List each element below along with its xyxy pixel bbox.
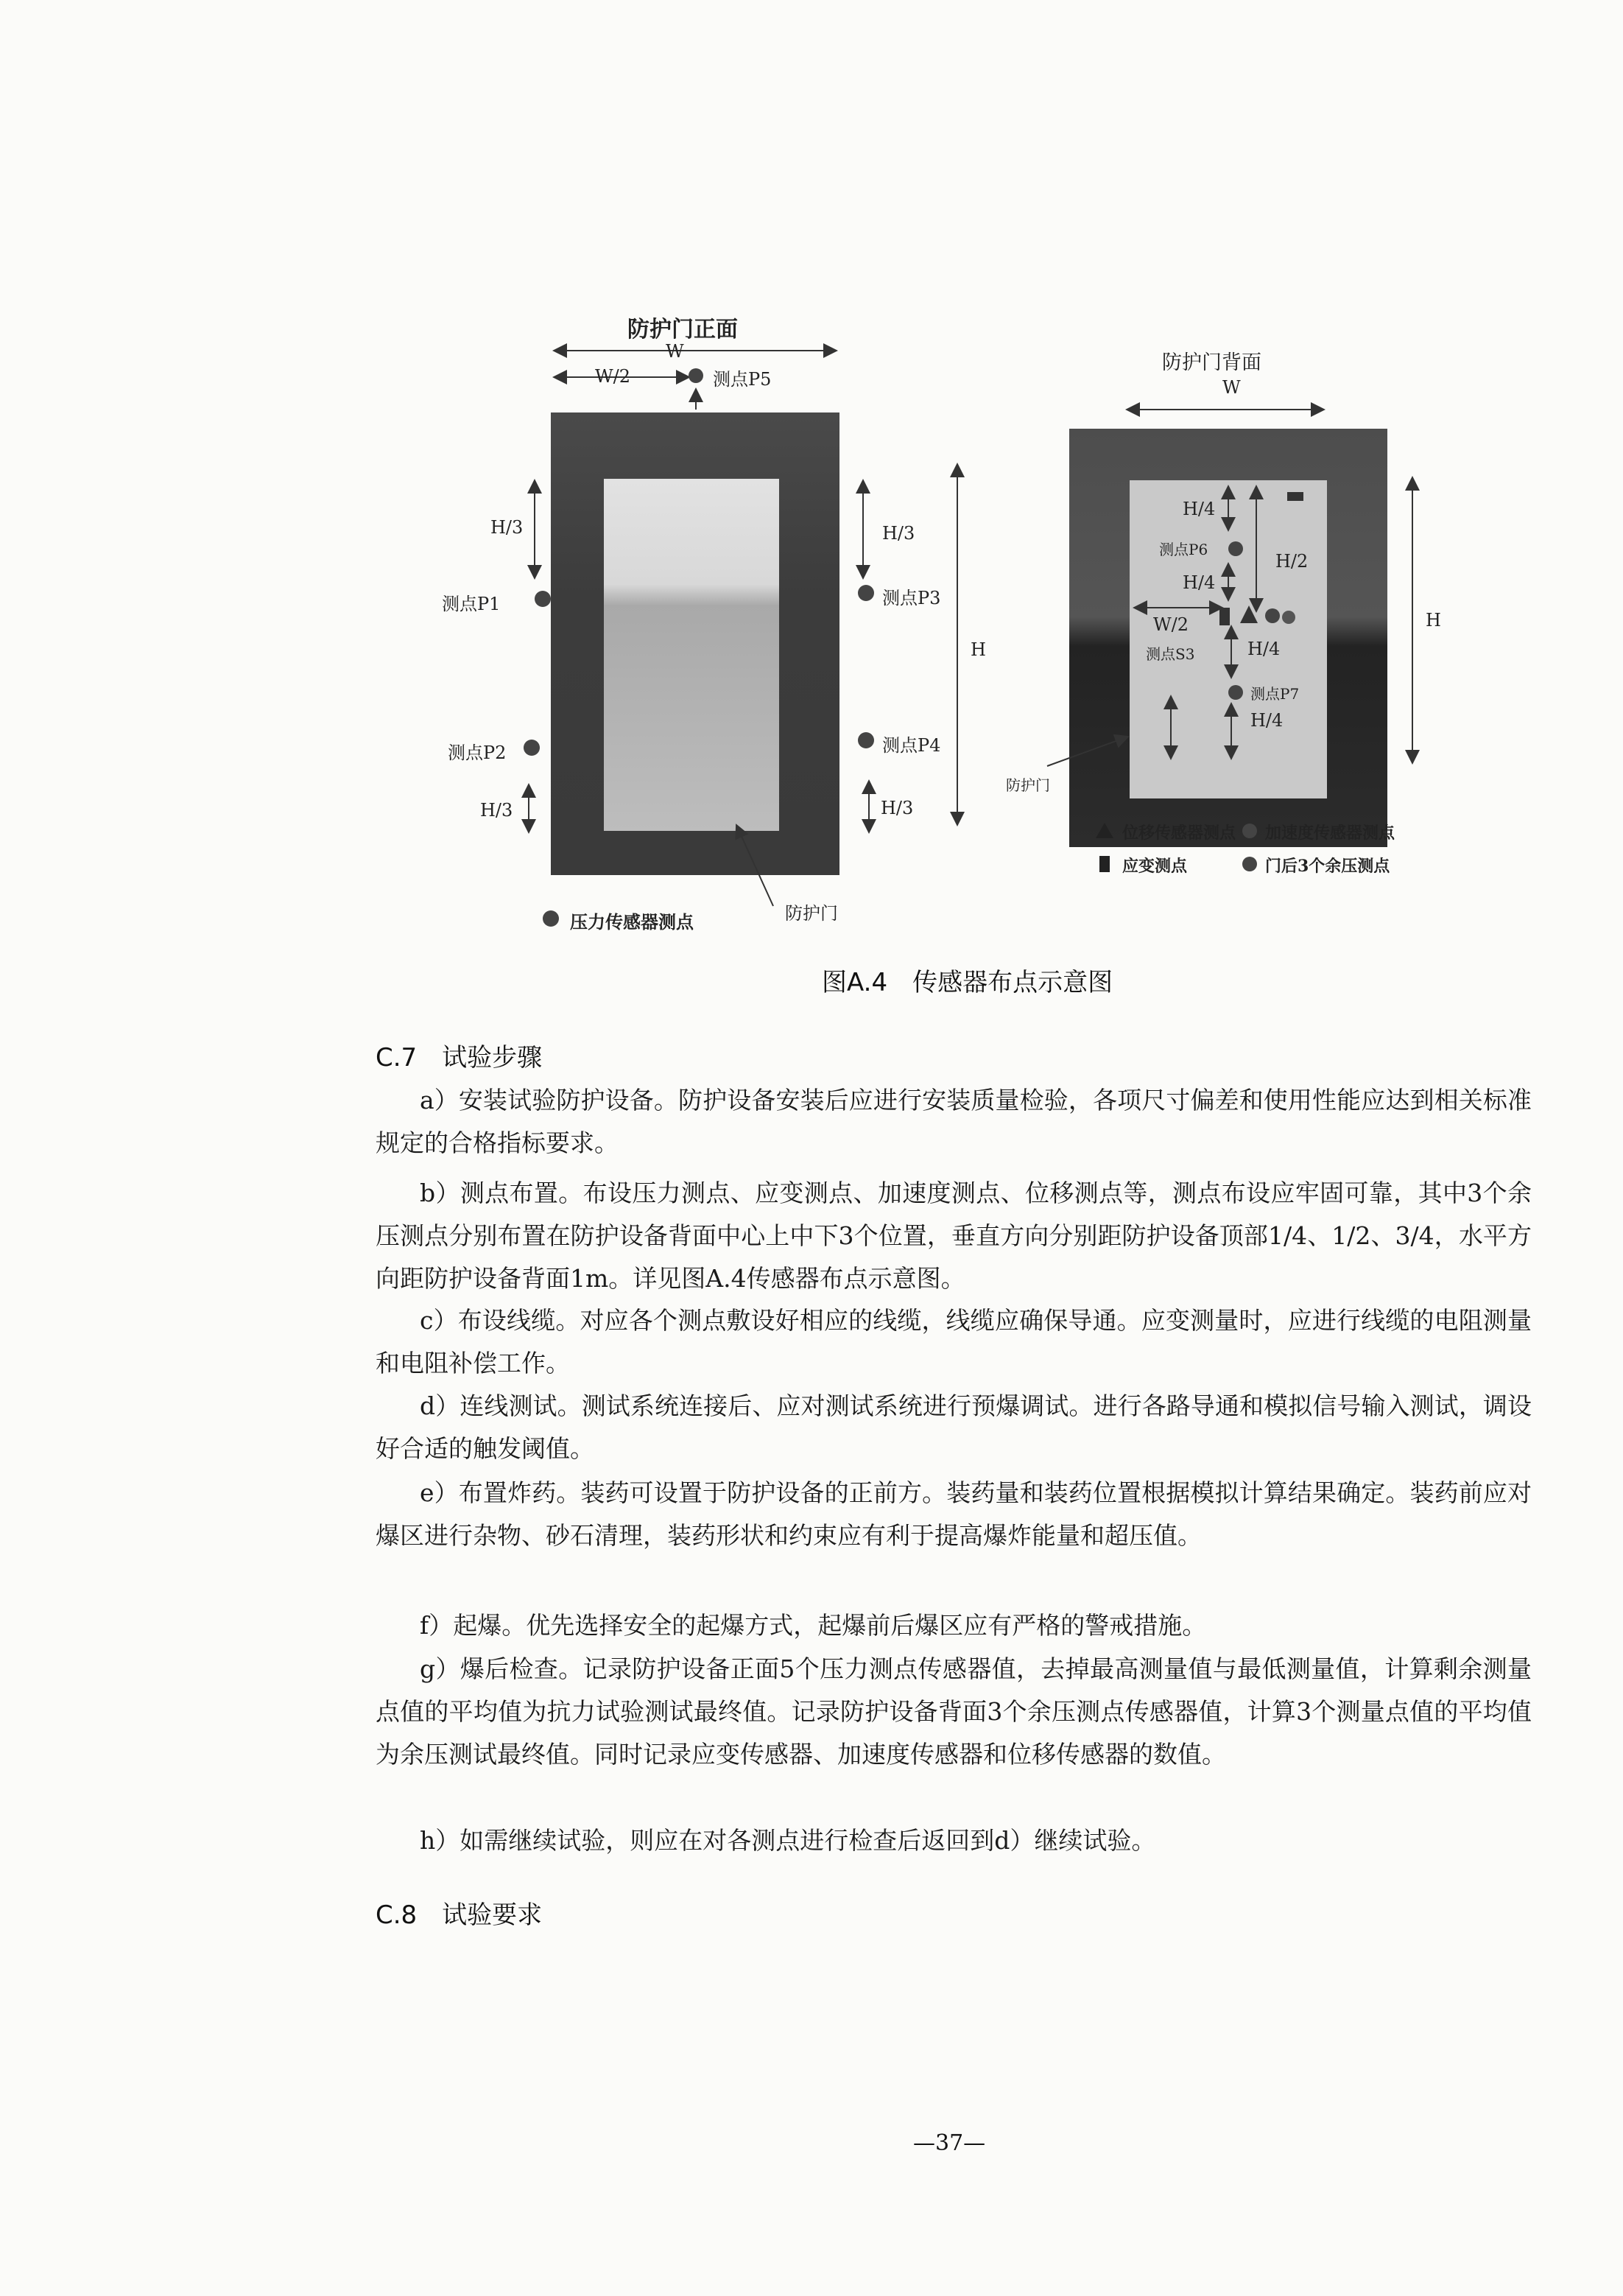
center-marker	[1282, 611, 1295, 624]
legend-residual-dot	[1242, 857, 1257, 871]
legend-pressure-dot	[543, 910, 559, 927]
p2-label: 测点P2	[448, 742, 507, 763]
paragraph-d: d）连线测试。测试系统连接后、应对测试系统进行预爆调试。进行各路导通和模拟信号输入测试，调设好合适的触发阈值。	[376, 1391, 1532, 1463]
back-h4-a: H/4	[1183, 499, 1216, 519]
section-c8-heading: C.8 试验要求	[376, 1900, 543, 1930]
paragraph-b: b）测点布置。布设压力测点、应变测点、加速度测点、位移测点等，测点布设应牢固可靠，其中3个余压测点分别布置在防护设备背面中心上中下3个位置，垂直方向分别距防护设备顶部1/4、1/2、3/4，水平方向距防护设备背面1m。详见图A.4传感器布点示意图。	[376, 1179, 1532, 1293]
back-h-label: H	[1426, 610, 1441, 631]
section-c7-heading: C.7 试验步骤	[376, 1043, 543, 1072]
figure-caption: 图A.4 传感器布点示意图	[822, 968, 1113, 997]
p4-label: 测点P4	[882, 735, 941, 756]
paragraph-a: a）安装试验防护设备。防护设备安装后应进行安装质量检验，各项尺寸偏差和使用性能应达到相关标准规定的合格指标要求。	[376, 1086, 1532, 1157]
back-door-label: 防护门	[1006, 776, 1050, 794]
back-w-label: W	[1222, 377, 1241, 398]
front-w-label: W	[666, 341, 684, 362]
paragraph-g: g）爆后检查。记录防护设备正面5个压力测点传感器值，去掉最高测量值与最低测量值，计算剩余测量点值的平均值为抗力试验测试最终值。记录防护设备背面3个余压测点传感器值，计算3个测量点值的平均值为余压测试最终值。同时记录应变传感器、加速度传感器和位移传感器的数值。	[376, 1654, 1532, 1769]
s3-label: 测点S3	[1146, 645, 1195, 663]
page-number: —37—	[913, 2130, 986, 2156]
back-h2-label: H/2	[1275, 551, 1309, 572]
p4-marker	[858, 732, 874, 748]
p5-marker	[689, 368, 703, 383]
front-door-label: 防护门	[785, 903, 838, 924]
back-title: 防护门背面	[1162, 351, 1261, 374]
sensor-layout-figure	[0, 0, 1623, 958]
paragraph-f: f）起爆。优先选择安全的起爆方式，起爆前后爆区应有严格的警戒措施。	[420, 1611, 1207, 1640]
p1-label: 测点P1	[442, 594, 501, 614]
p5-label: 测点P5	[713, 369, 772, 390]
front-h-label: H	[971, 639, 986, 660]
front-h3-bottom-right: H/3	[881, 798, 914, 818]
p7-marker	[1228, 685, 1243, 700]
front-w-half-label: W/2	[595, 366, 631, 387]
p6-marker	[1228, 541, 1243, 556]
legend-acceleration-label: 加速度传感器测点	[1265, 824, 1395, 843]
legend-pressure-label: 压力传感器测点	[570, 911, 694, 933]
front-h3-top-left: H/3	[490, 517, 524, 538]
front-door-panel	[604, 479, 779, 831]
paragraph-c: c）布设线缆。对应各个测点敷设好相应的线缆，线缆应确保导通。应变测量时，应进行线缆的电阻测量和电阻补偿工作。	[376, 1306, 1532, 1377]
legend-displacement-label: 位移传感器测点	[1122, 824, 1236, 843]
p7-label: 测点P7	[1250, 685, 1300, 703]
legend-strain-square	[1099, 856, 1110, 872]
strain-marker	[1219, 608, 1230, 625]
p6-label: 测点P6	[1159, 541, 1208, 558]
paragraph-e: e）布置炸药。装药可设置于防护设备的正前方。装药量和装药位置根据模拟计算结果确定。装药前应对爆区进行杂物、砂石清理，装药形状和约束应有利于提高爆炸能量和超压值。	[376, 1478, 1532, 1550]
back-h4-b: H/4	[1183, 572, 1216, 593]
front-h3-top-right: H/3	[882, 523, 915, 544]
back-h4-d: H/4	[1250, 710, 1284, 731]
legend-residual-label: 门后3个余压测点	[1265, 857, 1390, 876]
acceleration-marker	[1265, 608, 1280, 623]
back-h4-c: H/4	[1247, 639, 1281, 659]
front-title: 防护门正面	[627, 317, 738, 343]
top-strain-marker	[1287, 492, 1303, 501]
p3-marker	[858, 585, 874, 601]
legend-acceleration-dot	[1242, 824, 1257, 838]
back-w2-label: W/2	[1153, 614, 1189, 635]
paragraph-h: h）如需继续试验，则应在对各测点进行检查后返回到d）继续试验。	[420, 1826, 1156, 1855]
front-h3-bottom-left: H/3	[480, 800, 513, 821]
p1-marker	[535, 591, 551, 607]
p2-marker	[524, 740, 540, 756]
legend-strain-label: 应变测点	[1122, 857, 1188, 876]
p3-label: 测点P3	[882, 588, 941, 608]
